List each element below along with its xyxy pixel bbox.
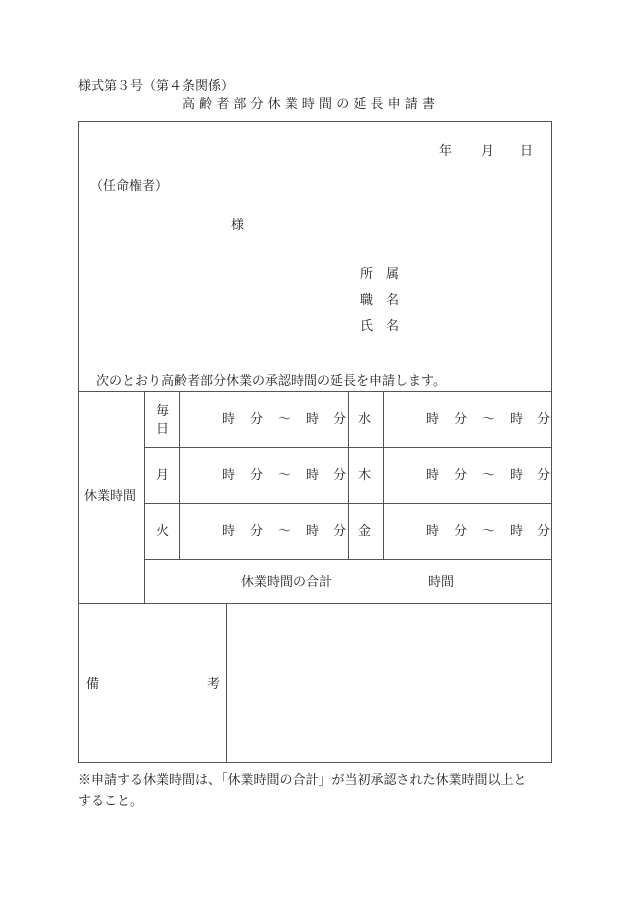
col-divider-day-right (383, 391, 384, 559)
every-day-label-2: 日 (156, 422, 170, 437)
day-label-wed: 水 (358, 412, 372, 427)
time-range-thu: 時 分 ～ 時 分 (426, 468, 551, 483)
every-day-label-1: 毎 (156, 404, 170, 419)
total-hours-label: 休業時間の合計 (241, 575, 333, 590)
application-form (78, 121, 552, 763)
leave-hours-row-header: 休業時間 (84, 489, 137, 504)
date-day-label: 日 (520, 144, 534, 159)
day-label-mon: 月 (156, 468, 170, 483)
remarks-label-2: 考 (207, 677, 221, 692)
day-label-tue: 火 (156, 524, 170, 539)
date-year-label: 年 (439, 144, 453, 159)
appointing-authority-label: （任命権者） (90, 179, 169, 194)
day-label-fri: 金 (358, 524, 372, 539)
application-statement: 次のとおり高齢者部分休業の承認時間の延長を申請します。 (96, 374, 446, 389)
col-divider-middle (348, 391, 349, 559)
row-divider-3 (144, 559, 552, 560)
time-range-fri: 時 分 ～ 時 分 (426, 524, 551, 539)
position-label: 職 名 (360, 293, 400, 308)
col-divider-day-left (179, 391, 180, 559)
table-top-border (78, 391, 552, 392)
footnote-line-2: すること。 (78, 794, 144, 809)
date-month-label: 月 (481, 144, 495, 159)
remarks-divider (226, 603, 227, 763)
time-range-mon: 時 分 ～ 時 分 (222, 468, 347, 483)
time-range-wed: 時 分 ～ 時 分 (426, 412, 551, 427)
form-number: 様式第３号（第４条関係） (78, 79, 235, 94)
honorific-sama: 様 (231, 218, 245, 233)
time-range-everyday: 時 分 ～ 時 分 (222, 412, 347, 427)
time-range-tue: 時 分 ～ 時 分 (222, 524, 347, 539)
table-bottom-border (78, 603, 552, 604)
name-label: 氏 名 (360, 319, 400, 334)
footnote-line-1: ※申請する休業時間は、「休業時間の合計」が当初承認された休業時間以上と (78, 773, 527, 788)
col-divider-label (144, 391, 145, 603)
affiliation-label: 所 属 (360, 267, 400, 282)
day-label-thu: 木 (358, 468, 372, 483)
remarks-label-1: 備 (86, 677, 100, 692)
total-hours-unit: 時間 (428, 575, 455, 590)
form-title: 高 齢 者 部 分 休 業 時 間 の 延 長 申 請 書 (182, 97, 435, 112)
